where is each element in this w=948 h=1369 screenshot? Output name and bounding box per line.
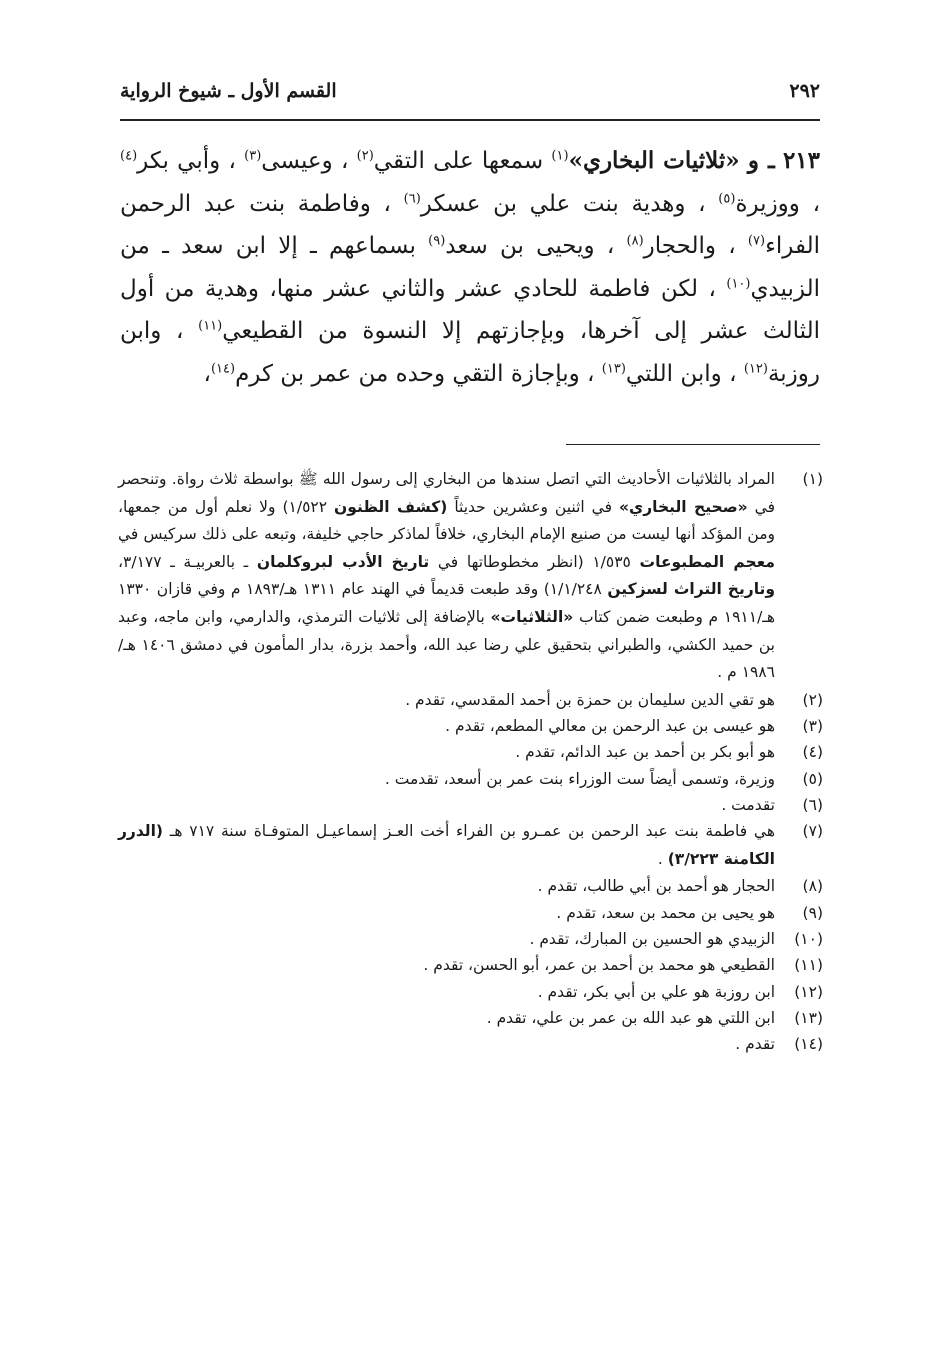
- footnote-text: هو عيسى بن عبد الرحمن بن معالي المطعم، تقدم .: [445, 717, 775, 736]
- footnote-6: [118, 792, 823, 818]
- entry-text: ، ووزيرة: [735, 190, 821, 217]
- main-entry: [120, 140, 820, 396]
- cited-work: وتاريخ التراث لسزكين: [607, 580, 775, 599]
- note-ref: (٥): [718, 190, 736, 206]
- entry-text: ، لكن فاطمة للحادي عشر والثاني عشر منها، وهدية من أول الثالث عشر إلى آخرها، وبإجازتهم إلا النسوة من القطيعي: [120, 275, 820, 345]
- footnote-text: القطيعي هو محمد بن أحمد بن عمر، أبو الحسن، تقدم .: [423, 956, 775, 975]
- footnote-text: الحجار هو أحمد بن أبي طالب، تقدم .: [537, 877, 775, 896]
- cited-work: (الدرر الكامنة ٣/٢٢٣): [118, 822, 775, 868]
- entry-text: ، وفاطمة بنت عبد الرحمن الفراء: [120, 190, 820, 260]
- footnote-text: ١/٥٣٥ (انظر مخطوطاتها في: [437, 552, 631, 571]
- note-ref: (١٣): [601, 361, 626, 377]
- footnote-text: في اثنين وعشرين حديثاً: [454, 497, 612, 516]
- footnotes: [118, 466, 823, 1058]
- footnote-number: (٥): [802, 769, 823, 788]
- entry-text: ،: [203, 360, 211, 387]
- footnote-number: (٣): [802, 717, 823, 736]
- cited-work: (كشف الظنون: [334, 497, 448, 516]
- footnote-number: (٢): [802, 690, 823, 709]
- note-ref: (١): [551, 148, 569, 164]
- footnote-8: [118, 873, 823, 899]
- cited-work: معجم المطبوعات: [639, 552, 775, 571]
- entry-text: ، وبإجازة التقي وحده من عمر بن كرم: [235, 360, 595, 387]
- footnote-14: [118, 1031, 823, 1057]
- footnote-text: بالإضافة إلى ثلاثيات الترمذي، والدارمي، وابن ماجه، وعبد بن حميد الكشي، والطبراني بتحقيق علي رضا عبد الله، وأحمد بزرة، بدار المأمون في دمشق ١٤٠٦ هـ/١٩٨٦ م .: [118, 607, 775, 682]
- footnote-text: المراد بالثلاثيات الأحاديث التي اتصل سندها من البخاري إلى رسول الله ﷺ بواسطة ثلاث رواة. وتنحصر في: [118, 470, 776, 516]
- note-ref: (٤): [120, 148, 138, 164]
- footnote-text: هي فاطمة بنت عبد الرحمن بن عمـرو بن الفراء أخت العـز إسماعيـل المتوفـاة سنة ٧١٧ هـ: [169, 822, 775, 841]
- footnote-2: [118, 687, 823, 713]
- note-ref: (١١): [198, 318, 223, 334]
- entry-text: سمعها على التقي: [373, 148, 544, 174]
- footnote-number: (١٤): [794, 1035, 823, 1054]
- footnote-9: [118, 900, 823, 926]
- footnote-text: هو يحيى بن محمد بن سعد، تقدم .: [556, 903, 775, 922]
- entry-text: ، وعيسى: [261, 148, 349, 174]
- running-title: القسم الأول ـ شيوخ الرواية: [120, 80, 337, 102]
- footnote-text: هو تقي الدين سليمان بن حمزة بن أحمد المقدسي، تقدم .: [405, 690, 775, 709]
- cited-work: «الثلاثيات»: [490, 607, 574, 626]
- footnote-1: [118, 466, 823, 687]
- note-ref: (١٠): [726, 276, 751, 292]
- note-ref: (١٢): [743, 361, 768, 377]
- footnote-number: (١٢): [794, 982, 823, 1001]
- footnote-text: ١/٥٢٢) ولا نعلم أول من جمعها، ومن المؤكد أنها ليست من صنيع الإمام البخاري، خلافاً لماذكر حاجي خليفة، وتبعه على ذلك سركيس في: [118, 497, 775, 544]
- footnote-13: [118, 1005, 823, 1031]
- footnote-number: (٤): [802, 743, 823, 762]
- footnote-text: ١/١/٢٤٨) وقد طبعت قديماً في الهند عام ١٣١١ هـ/١٨٩٣ م وفي قازان ١٣٣٠ هـ/١٩١١ م وطبعت ضمن كتاب: [118, 580, 775, 626]
- footnote-3: [118, 713, 823, 739]
- note-ref: (٦): [403, 190, 421, 206]
- footnote-number: (١٣): [794, 1008, 823, 1027]
- footnote-text: الزبيدي هو الحسين بن المبارك، تقدم .: [529, 930, 775, 949]
- work-title: «ثلاثيات البخاري»: [568, 147, 740, 174]
- entry-text: ، ويحيى بن سعد: [445, 233, 615, 260]
- footnote-number: (١٠): [794, 930, 823, 949]
- entry-text: ، وابن اللتي: [625, 360, 737, 387]
- footnote-12: [118, 979, 823, 1005]
- note-ref: (٣): [244, 148, 262, 164]
- footnote-4: [118, 739, 823, 765]
- footnote-10: [118, 926, 823, 952]
- note-ref: (٧): [747, 233, 766, 249]
- footnote-11: [118, 952, 823, 978]
- entry-number: ٢١٣: [782, 147, 820, 174]
- footnote-number: (٩): [802, 903, 823, 922]
- footnote-7: [118, 818, 823, 873]
- entry-text: ، وهدية بنت علي بن عسكر: [420, 190, 706, 217]
- note-ref: (١٤): [210, 361, 236, 377]
- footnote-number: (٨): [802, 877, 823, 896]
- footnote-5: [118, 766, 823, 792]
- entry-text: ، والحجار: [643, 233, 736, 260]
- footnote-text: ابن اللتي هو عبد الله بن عمر بن علي، تقدم .: [486, 1008, 775, 1027]
- footnote-separator: [566, 444, 820, 445]
- footnote-number: (١١): [794, 956, 823, 975]
- note-ref: (٩): [428, 233, 446, 249]
- entry-text: ، وابن روزبة: [120, 318, 820, 387]
- note-ref: (٢): [356, 148, 374, 164]
- header-rule: [120, 119, 820, 121]
- page-number: ٢٩٢: [789, 80, 820, 102]
- footnote-text: هو أبو بكر بن أحمد بن عبد الدائم، تقدم .: [515, 743, 775, 762]
- footnote-text: تقدم .: [735, 1035, 775, 1054]
- footnote-text: ـ بالعربيـة ـ ٣/١٧٧،: [118, 552, 249, 571]
- page-header: [120, 80, 820, 120]
- entry-text: ، وأبي بكر: [137, 148, 236, 174]
- note-ref: (٨): [626, 233, 644, 249]
- entry-text: بسماعهم ـ إلا ابن سعد ـ من الزبيدي: [120, 233, 820, 302]
- entry-separator: ـ و: [747, 147, 775, 174]
- footnote-text: تقدمت .: [721, 795, 775, 814]
- footnote-text: .: [657, 849, 663, 868]
- footnote-text: ابن روزبة هو علي بن أبي بكر، تقدم .: [537, 982, 775, 1001]
- footnote-number: (١): [802, 470, 823, 488]
- footnote-number: (٧): [802, 822, 823, 841]
- cited-work: «صحيح البخاري»: [618, 497, 748, 516]
- footnote-text: وزيرة، وتسمى أيضاً ست الوزراء بنت عمر بن أسعد، تقدمت .: [384, 769, 775, 788]
- cited-work: تاريخ الأدب لبروكلمان: [256, 552, 430, 571]
- footnote-number: (٦): [802, 795, 823, 814]
